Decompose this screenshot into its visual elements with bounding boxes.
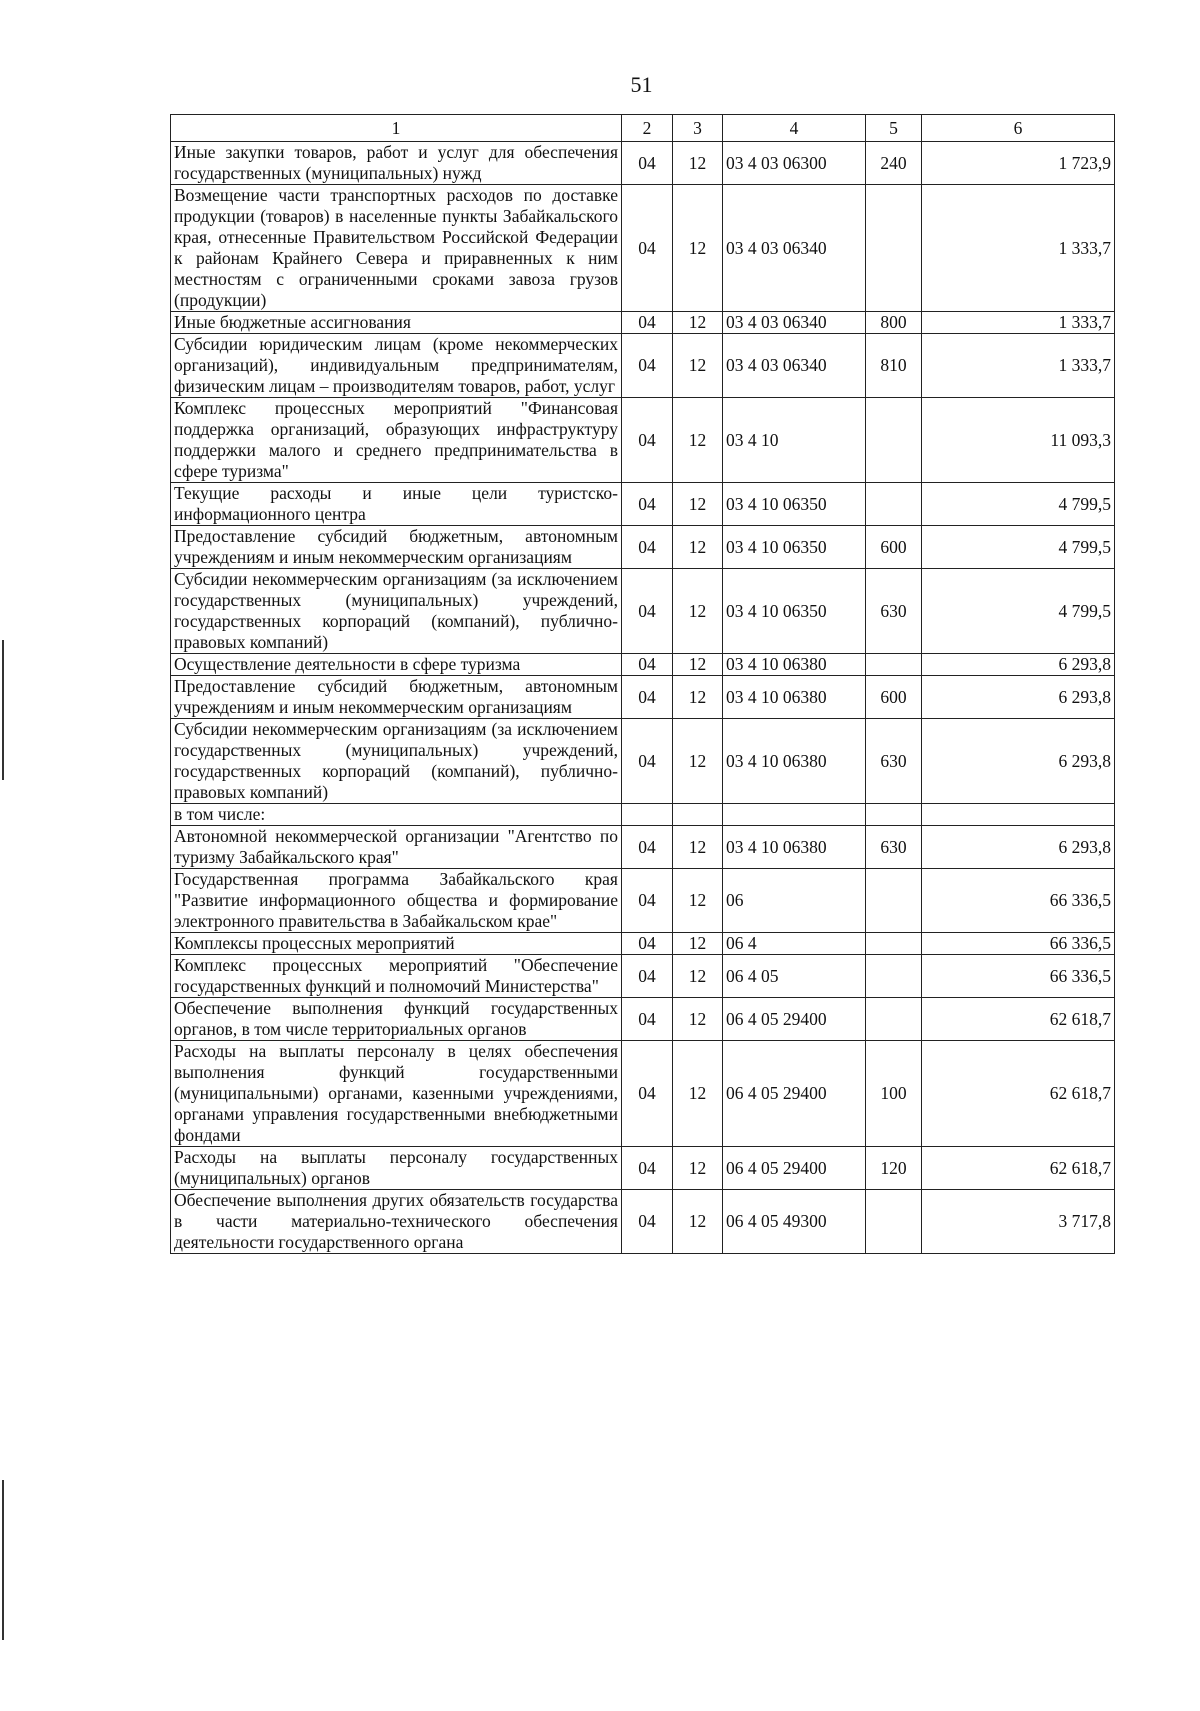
row-amount-cell: 4 799,5	[922, 526, 1115, 569]
row-target-code-cell	[723, 804, 866, 826]
header-cell: 5	[866, 115, 922, 142]
row-target-code-cell: 03 4 10 06350	[723, 526, 866, 569]
row-name-cell: Иные закупки товаров, работ и услуг для обеспечения государственных (муниципальных) нужд	[171, 142, 622, 185]
row-target-code-cell: 06 4 05 29400	[723, 998, 866, 1041]
row-amount-cell: 4 799,5	[922, 483, 1115, 526]
row-subsection-cell: 12	[673, 826, 723, 869]
row-target-code-cell: 03 4 10 06380	[723, 826, 866, 869]
row-expense-type-cell: 600	[866, 526, 922, 569]
row-expense-type-cell	[866, 804, 922, 826]
row-expense-type-cell	[866, 654, 922, 676]
row-expense-type-cell: 630	[866, 569, 922, 654]
row-expense-type-cell: 120	[866, 1147, 922, 1190]
row-target-code-cell: 03 4 10	[723, 398, 866, 483]
row-expense-type-cell	[866, 1190, 922, 1254]
row-subsection-cell: 12	[673, 483, 723, 526]
row-subsection-cell	[673, 804, 723, 826]
row-subsection-cell: 12	[673, 569, 723, 654]
row-amount-cell: 3 717,8	[922, 1190, 1115, 1254]
row-subsection-cell: 12	[673, 933, 723, 955]
row-section-cell: 04	[622, 676, 673, 719]
header-cell: 2	[622, 115, 673, 142]
row-name-cell: Расходы на выплаты персоналу в целях обеспечения выполнения функций государственными (муниципальными) органами, казенными учреждениями, органами управления государственными внебюджетными фондами	[171, 1041, 622, 1147]
row-section-cell: 04	[622, 312, 673, 334]
table-row	[171, 569, 1115, 654]
row-section-cell: 04	[622, 398, 673, 483]
table-row	[171, 526, 1115, 569]
row-subsection-cell: 12	[673, 676, 723, 719]
row-name-cell: Возмещение части транспортных расходов по доставке продукции (товаров) в населенные пункты Забайкальского края, отнесенные Правительством Российской Федерации к районам Крайнего Севера и приравненных к ним местностям с ограниченными сроками завоза грузов (продукции)	[171, 185, 622, 312]
row-expense-type-cell: 800	[866, 312, 922, 334]
table-row	[171, 869, 1115, 933]
table-row	[171, 1041, 1115, 1147]
row-amount-cell: 1 333,7	[922, 185, 1115, 312]
row-subsection-cell: 12	[673, 869, 723, 933]
row-section-cell: 04	[622, 654, 673, 676]
row-name-cell: Иные бюджетные ассигнования	[171, 312, 622, 334]
row-name-cell: Текущие расходы и иные цели туристско-информационного центра	[171, 483, 622, 526]
row-amount-cell: 11 093,3	[922, 398, 1115, 483]
row-amount-cell: 62 618,7	[922, 1147, 1115, 1190]
row-amount-cell: 6 293,8	[922, 676, 1115, 719]
budget-table	[170, 114, 1115, 1254]
row-section-cell: 04	[622, 826, 673, 869]
table-row	[171, 483, 1115, 526]
table-row	[171, 312, 1115, 334]
row-name-cell: Обеспечение выполнения других обязательств государства в части материально-технического обеспечения деятельности государственного органа	[171, 1190, 622, 1254]
row-expense-type-cell	[866, 933, 922, 955]
row-section-cell: 04	[622, 526, 673, 569]
header-row	[171, 115, 1115, 142]
row-section-cell: 04	[622, 1190, 673, 1254]
row-target-code-cell: 03 4 03 06340	[723, 312, 866, 334]
row-section-cell: 04	[622, 955, 673, 998]
row-amount-cell: 62 618,7	[922, 998, 1115, 1041]
row-name-cell: Предоставление субсидий бюджетным, автономным учреждениям и иным некоммерческим организациям	[171, 526, 622, 569]
row-expense-type-cell	[866, 998, 922, 1041]
row-target-code-cell: 06 4 05 29400	[723, 1147, 866, 1190]
row-subsection-cell: 12	[673, 312, 723, 334]
row-name-cell: Государственная программа Забайкальского края "Развитие информационного общества и формирование электронного правительства в Забайкальском крае"	[171, 869, 622, 933]
row-target-code-cell: 03 4 10 06380	[723, 719, 866, 804]
row-subsection-cell: 12	[673, 998, 723, 1041]
row-section-cell: 04	[622, 998, 673, 1041]
table-row	[171, 933, 1115, 955]
header-cell: 6	[922, 115, 1115, 142]
row-amount-cell: 66 336,5	[922, 955, 1115, 998]
table-row	[171, 1147, 1115, 1190]
table-row	[171, 334, 1115, 398]
row-section-cell	[622, 804, 673, 826]
header-cell: 3	[673, 115, 723, 142]
row-section-cell: 04	[622, 142, 673, 185]
row-target-code-cell: 03 4 03 06340	[723, 185, 866, 312]
row-target-code-cell: 03 4 10 06350	[723, 483, 866, 526]
row-target-code-cell: 03 4 10 06380	[723, 654, 866, 676]
row-name-cell: Комплекс процессных мероприятий "Обеспечение государственных функций и полномочий Министерства"	[171, 955, 622, 998]
row-target-code-cell: 03 4 03 06300	[723, 142, 866, 185]
row-amount-cell: 6 293,8	[922, 719, 1115, 804]
row-expense-type-cell: 600	[866, 676, 922, 719]
row-section-cell: 04	[622, 334, 673, 398]
row-subsection-cell: 12	[673, 1041, 723, 1147]
row-amount-cell: 6 293,8	[922, 826, 1115, 869]
row-section-cell: 04	[622, 1041, 673, 1147]
row-amount-cell: 1 723,9	[922, 142, 1115, 185]
row-section-cell: 04	[622, 569, 673, 654]
row-section-cell: 04	[622, 483, 673, 526]
row-expense-type-cell	[866, 398, 922, 483]
row-expense-type-cell	[866, 483, 922, 526]
row-expense-type-cell: 100	[866, 1041, 922, 1147]
table-row	[171, 676, 1115, 719]
row-name-cell: Предоставление субсидий бюджетным, автономным учреждениям и иным некоммерческим организациям	[171, 676, 622, 719]
row-amount-cell: 4 799,5	[922, 569, 1115, 654]
row-target-code-cell: 03 4 10 06350	[723, 569, 866, 654]
row-subsection-cell: 12	[673, 334, 723, 398]
row-subsection-cell: 12	[673, 142, 723, 185]
row-target-code-cell: 06 4 05	[723, 955, 866, 998]
table-row	[171, 654, 1115, 676]
row-amount-cell: 1 333,7	[922, 334, 1115, 398]
row-name-cell: Автономной некоммерческой организации "Агентство по туризму Забайкальского края"	[171, 826, 622, 869]
row-name-cell: Осуществление деятельности в сфере туризма	[171, 654, 622, 676]
row-target-code-cell: 06	[723, 869, 866, 933]
row-expense-type-cell	[866, 869, 922, 933]
row-amount-cell	[922, 804, 1115, 826]
scan-edge-mark	[2, 640, 4, 780]
row-target-code-cell: 03 4 10 06380	[723, 676, 866, 719]
row-subsection-cell: 12	[673, 955, 723, 998]
table-row	[171, 142, 1115, 185]
row-name-cell: Обеспечение выполнения функций государственных органов, в том числе территориальных органов	[171, 998, 622, 1041]
table-row	[171, 826, 1115, 869]
row-subsection-cell: 12	[673, 719, 723, 804]
row-subsection-cell: 12	[673, 1147, 723, 1190]
row-subsection-cell: 12	[673, 185, 723, 312]
row-name-cell: Субсидии юридическим лицам (кроме некоммерческих организаций), индивидуальным предпринимателям, физическим лицам – производителям товаров, работ, услуг	[171, 334, 622, 398]
row-subsection-cell: 12	[673, 526, 723, 569]
row-name-cell: Расходы на выплаты персоналу государственных (муниципальных) органов	[171, 1147, 622, 1190]
row-name-cell: в том числе:	[171, 804, 622, 826]
row-section-cell: 04	[622, 185, 673, 312]
row-amount-cell: 62 618,7	[922, 1041, 1115, 1147]
row-amount-cell: 6 293,8	[922, 654, 1115, 676]
row-target-code-cell: 06 4 05 49300	[723, 1190, 866, 1254]
page-number: 51	[630, 72, 653, 97]
row-expense-type-cell: 240	[866, 142, 922, 185]
row-amount-cell: 66 336,5	[922, 869, 1115, 933]
row-subsection-cell: 12	[673, 1190, 723, 1254]
table-row	[171, 998, 1115, 1041]
row-target-code-cell: 03 4 03 06340	[723, 334, 866, 398]
scan-edge-mark	[2, 1480, 4, 1640]
row-amount-cell: 66 336,5	[922, 933, 1115, 955]
row-name-cell: Субсидии некоммерческим организациям (за исключением государственных (муниципальных) учреждений, государственных корпораций (компаний), публично-правовых компаний)	[171, 569, 622, 654]
table-row	[171, 398, 1115, 483]
table-row	[171, 185, 1115, 312]
row-expense-type-cell: 810	[866, 334, 922, 398]
row-target-code-cell: 06 4 05 29400	[723, 1041, 866, 1147]
row-section-cell: 04	[622, 869, 673, 933]
row-section-cell: 04	[622, 719, 673, 804]
row-section-cell: 04	[622, 933, 673, 955]
row-subsection-cell: 12	[673, 654, 723, 676]
row-expense-type-cell	[866, 185, 922, 312]
row-name-cell: Комплекс процессных мероприятий "Финансовая поддержка организаций, образующих инфраструктуру поддержки малого и среднего предпринимательства в сфере туризма"	[171, 398, 622, 483]
row-expense-type-cell: 630	[866, 826, 922, 869]
row-expense-type-cell: 630	[866, 719, 922, 804]
row-name-cell: Субсидии некоммерческим организациям (за исключением государственных (муниципальных) учреждений, государственных корпораций (компаний), публично-правовых компаний)	[171, 719, 622, 804]
row-name-cell: Комплексы процессных мероприятий	[171, 933, 622, 955]
table-row	[171, 1190, 1115, 1254]
table-row	[171, 955, 1115, 998]
header-cell: 4	[723, 115, 866, 142]
header-cell: 1	[171, 115, 622, 142]
row-amount-cell: 1 333,7	[922, 312, 1115, 334]
table-row	[171, 804, 1115, 826]
row-target-code-cell: 06 4	[723, 933, 866, 955]
table-row	[171, 719, 1115, 804]
row-section-cell: 04	[622, 1147, 673, 1190]
row-subsection-cell: 12	[673, 398, 723, 483]
row-expense-type-cell	[866, 955, 922, 998]
